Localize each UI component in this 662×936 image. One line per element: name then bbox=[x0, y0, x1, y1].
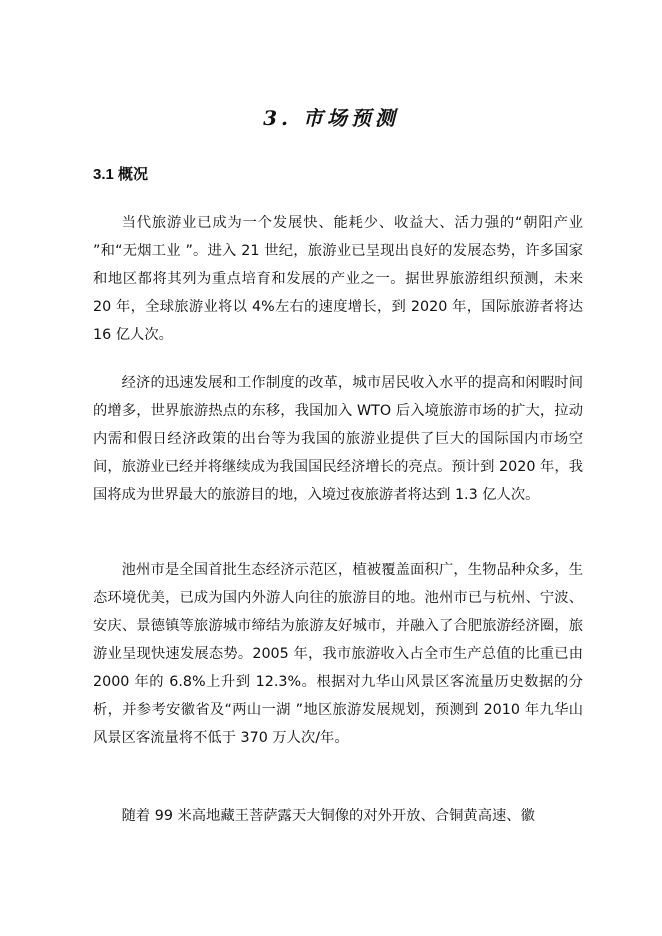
paragraph: 当代旅游业已成为一个发展快、能耗少、收益大、活力强的“朝阳产业 ”和“无烟工业 ”。进入 21 世纪，旅游业已呈现出良好的发展态势，许多国家和地区都将其列为重点培育和发展的产业之一。据世界旅游组织预测，未来 20 年，全球旅游业将以 4%左右的速度增长，到 2020 年，国际旅游者将达 16 亿人次。 bbox=[93, 215, 583, 343]
chapter-title: 3. 市场预测 bbox=[263, 106, 399, 130]
paragraph: 经济的迅速发展和工作制度的改革，城市居民收入水平的提高和闲暇时间的增多，世界旅游热点的东移，我国加入 WTO 后入境旅游市场的扩大，拉动内需和假日经济政策的出台等为我国的旅游业提供了巨大的国际国内市场空间，旅游业已经并将继续成为我国国民经济增长的亮点。预计到 2020 年，我国将成为世界最大的旅游目的地，入境过夜旅游者将达到 1.3 亿人次。 bbox=[93, 375, 583, 503]
section-heading: 3.1 概况 bbox=[93, 166, 149, 183]
paragraph: 池州市是全国首批生态经济示范区，植被覆盖面积广，生物品种众多，生态环境优美，已成为国内外游人向往的旅游目的地。池州市已与杭州、宁波、安庆、景德镇等旅游城市缔结为旅游友好城市，并融入了合肥旅游经济圈，旅游业呈现快速发展态势。2005 年，我市旅游收入占全市生产总值的比重已由 2000 年的 6.8%上升到 12.3%。根据对九华山风景区客流量历史数据的分析，并参考安徽省及“两山一湖 ”地区旅游发展规划，预测到 2010 年九华山风景区客流量将不低于 370 万人次/年。 bbox=[93, 562, 583, 746]
paragraph: 随着 99 米高地藏王菩萨露天大铜像的对外开放、合铜黄高速、徽 bbox=[121, 808, 535, 824]
